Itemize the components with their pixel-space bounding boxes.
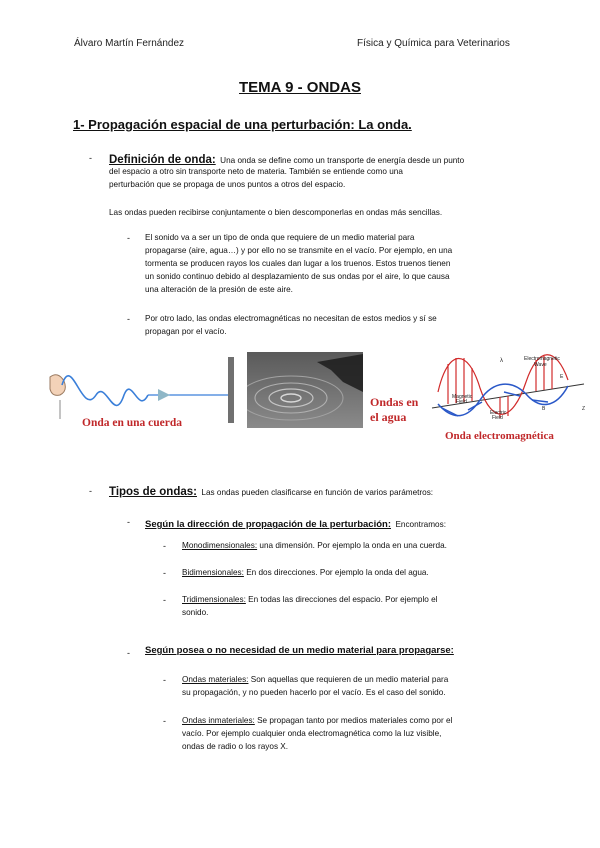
definition-text: perturbación que se propaga de unos puntos a otros del espacio.: [109, 180, 346, 189]
direction-after: Encontramos:: [395, 520, 446, 529]
term-text: En todas las direcciones del espacio. Por ejemplo el: [248, 595, 438, 604]
bullet: -: [163, 675, 166, 685]
term-text: sonido.: [182, 608, 209, 617]
term-text: su propagación, y no pueden hacerlo por el vacío. Es el caso del sonido.: [182, 688, 446, 697]
em-wave-figure: [428, 352, 592, 424]
em-label-wave: Electromagnetic: [524, 356, 560, 362]
bullet: -: [127, 648, 130, 658]
types-line: [109, 482, 433, 500]
sound-line: un sonido continuo debido al desplazamiento de sus ondas por el aire, lo que causa: [145, 272, 450, 281]
bullet: -: [163, 716, 166, 726]
em-label-electric: Field: [492, 415, 503, 421]
sound-line: una alteración de la presión de este aire.: [145, 285, 293, 294]
rope-caption: Onda en una cuerda: [82, 417, 183, 429]
definition-label: Definición de onda:: [109, 154, 216, 166]
direction-arrow-icon: [158, 389, 170, 401]
em-line: Por otro lado, las ondas electromagnéticas no necesitan de estos medios y sí se: [145, 314, 437, 323]
em-label-z: Z: [582, 406, 586, 412]
water-caption-line: el agua: [370, 410, 407, 424]
medium-label: Según posea o no necesidad de un medio material para propagarse:: [145, 645, 454, 656]
bullet: -: [127, 233, 130, 243]
term: Monodimensionales:: [182, 541, 258, 550]
em-label-magnetic: Magnetic: [452, 394, 473, 400]
water-wave-photo: [247, 352, 363, 428]
direction-label: Según la dirección de propagación de la perturbación:: [145, 519, 391, 530]
bullet: -: [163, 568, 166, 578]
list-item: [182, 673, 448, 686]
term-text: En dos direcciones. Por ejemplo la onda del agua.: [246, 568, 429, 577]
em-label-b: B: [542, 406, 546, 412]
water-caption: [370, 395, 418, 425]
hand-icon: [50, 375, 65, 396]
term: Tridimensionales:: [182, 595, 246, 604]
list-item: [182, 714, 452, 727]
list-item: [182, 593, 437, 606]
term-text: Son aquellas que requieren de un medio material para: [250, 675, 449, 684]
em-caption: Onda electromagnética: [445, 430, 554, 442]
definition-text: del espacio a otro sin transporte neto de materia. También se entiende como una: [109, 167, 403, 176]
bullet: -: [89, 486, 92, 496]
composition-text: Las ondas pueden recibirse conjuntamente o bien descomponerlas en ondas más sencillas.: [109, 208, 443, 217]
term-text: vacío. Por ejemplo cualquier onda electromagnética como la luz visible,: [182, 729, 442, 738]
sound-line: tormenta se producen rayos los cuales dan lugar a los truenos. Estos truenos tienen: [145, 259, 451, 268]
term: Ondas inmateriales:: [182, 716, 255, 725]
wall-post: [228, 357, 234, 423]
term: Bidimensionales:: [182, 568, 244, 577]
term: Ondas materiales:: [182, 675, 249, 684]
rope-wave-line: [62, 376, 148, 406]
em-label-lambda: λ: [500, 358, 503, 364]
sound-line: propagarse (aire, agua…) y por ello no se transmite en el vacío. Por ejemplo, en una: [145, 246, 453, 255]
header-author: Álvaro Martín Fernández: [74, 38, 185, 49]
water-caption-line: Ondas en: [370, 395, 419, 409]
em-label-wave: Wave: [534, 362, 547, 368]
electric-field: [438, 355, 568, 418]
bullet: -: [89, 153, 92, 163]
definition-text: Una onda se define como un transporte de energía desde un punto: [220, 156, 465, 165]
bullet: -: [127, 517, 130, 527]
bullet: -: [127, 314, 130, 324]
em-line: propagan por el vacío.: [145, 327, 227, 336]
types-label: Tipos de ondas:: [109, 486, 197, 498]
page-title: TEMA 9 - ONDAS: [239, 79, 361, 96]
sound-line: El sonido va a ser un tipo de onda que requiere de un medio material para: [145, 233, 415, 242]
bullet: -: [163, 541, 166, 551]
em-label-magnetic: Field: [456, 399, 467, 405]
types-intro: Las ondas pueden clasificarse en función de varios parámetros:: [201, 488, 434, 497]
em-label-electric: Electric: [490, 410, 507, 416]
term-text: ondas de radio o los rayos X.: [182, 742, 289, 751]
term-text: Se propagan tanto por medios materiales como por el: [257, 716, 453, 725]
bullet: -: [163, 595, 166, 605]
term-text: una dimensión. Por ejemplo la onda en una cuerda.: [259, 541, 447, 550]
section-heading: 1- Propagación espacial de una perturbación: La onda.: [73, 117, 412, 132]
direction-line: [145, 514, 446, 532]
list-item: [182, 566, 429, 579]
header-course: Física y Química para Veterinarios: [357, 38, 510, 49]
list-item: [182, 539, 447, 552]
em-label-e: E: [560, 374, 564, 380]
